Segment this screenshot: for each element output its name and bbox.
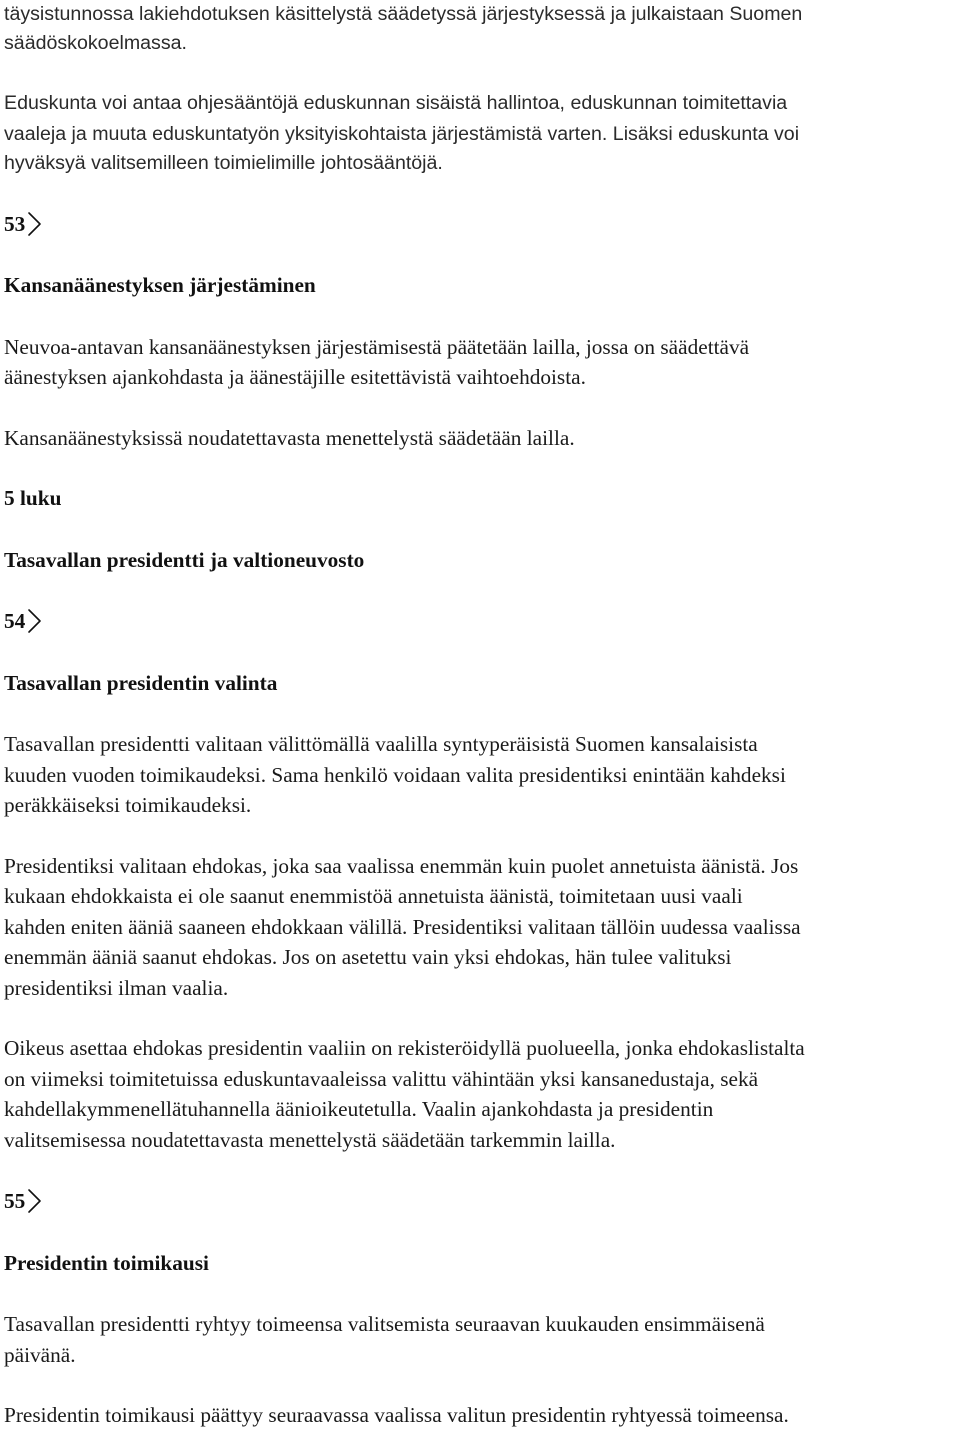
text-line: on viimeksi toimitetuissa eduskuntavaaleissa valittu vähintään yksi kansanedustaja, sekä	[4, 1066, 759, 1091]
chapter-number: 5 luku	[4, 486, 62, 510]
section-55-paragraph-1	[4, 1309, 956, 1370]
section-title-55: Presidentin toimikausi	[4, 1250, 209, 1275]
section-number-55	[4, 1186, 956, 1217]
text-line: Neuvoa-antavan kansanäänestyksen järjestämisestä päätetään lailla, jossa on säädettävä	[4, 334, 750, 359]
text-line: kukaan ehdokkaista ei ole saanut enemmistöä annetuista äänistä, toimitetaan uusi vaali	[4, 884, 743, 908]
section-title-53: Kansanäänestyksen järjestäminen	[4, 273, 316, 297]
text-line: Eduskunta voi antaa ohjesääntöjä eduskunnan sisäistä hallintoa, eduskunnan toimitettavia	[4, 92, 788, 114]
text-line: enemmän ääniä saanut ehdokas. Jos on asetettu vain yksi ehdokas, hän tulee valituksi	[4, 945, 732, 969]
section-53-paragraph-2: Kansanäänestyksissä noudatettavasta menettelystä säädetään lailla.	[4, 425, 575, 450]
text-line: päivänä.	[4, 1342, 76, 1367]
section-number-text: 54	[4, 609, 26, 633]
section-number-text: 55	[4, 1189, 26, 1213]
intro-paragraph-1	[4, 0, 956, 58]
text-span: vaaleja ja muuta eduskuntatyön yksityiskohtaista järjestämistä varten.	[4, 122, 608, 145]
text-line: kahdellakymmenellätuhannella äänioikeutetulla. Vaalin ajankohdasta ja presidentin	[4, 1097, 714, 1121]
text-line: säädöskokoelmassa.	[4, 32, 187, 54]
text-line: äänestyksen ajankohdasta ja äänestäjille esitettävistä vaihtoehdoista.	[4, 365, 586, 389]
text-line: Tasavallan presidentti valitaan välittömällä vaalilla syntyperäisistä Suomen kansalaisista	[4, 732, 758, 756]
text-line: kahden eniten ääniä saaneen ehdokkaan välillä. Presidentiksi valitaan tällöin uudessa vaalissa	[4, 914, 801, 939]
text-line: kuuden vuoden toimikaudeksi. Sama henkilö voidaan valita presidentiksi enintään kahdeksi	[4, 762, 786, 787]
text-line: peräkkäiseksi toimikaudeksi.	[4, 793, 252, 817]
section-54-paragraph-2	[4, 851, 956, 1004]
text-line: hyväksyä valitsemilleen toimielimille johtosääntöjä.	[4, 152, 443, 174]
section-54-paragraph-3	[4, 1033, 956, 1155]
text-line: Oikeus asettaa ehdokas presidentin vaaliin on rekisteröidyllä puolueella, jonka ehdokaslistalta	[4, 1036, 805, 1060]
text-line	[4, 119, 956, 150]
document-page	[4, 0, 956, 1431]
section-title-54: Tasavallan presidentin valinta	[4, 670, 278, 695]
text-span: Lisäksi eduskunta voi	[607, 122, 800, 145]
text-line: valitsemisessa noudatettavasta menettelystä säädetään tarkemmin lailla.	[4, 1127, 616, 1152]
section-54-paragraph-1	[4, 729, 956, 821]
section-number-text: 53	[4, 211, 26, 236]
section-number-53	[4, 209, 956, 240]
section-number-54	[4, 606, 956, 637]
chapter-title: Tasavallan presidentti ja valtioneuvosto	[4, 547, 365, 572]
section-sign-icon	[27, 1187, 43, 1215]
section-53-paragraph-1	[4, 332, 956, 393]
intro-paragraph-2	[4, 89, 956, 179]
text-line: presidentiksi ilman vaalia.	[4, 975, 229, 1000]
text-line: Tasavallan presidentti ryhtyy toimeensa valitsemista seuraavan kuukauden ensimmäisenä	[4, 1312, 765, 1336]
section-55-paragraph-2: Presidentin toimikausi päättyy seuraavassa vaalissa valitun presidentin ryhtyessä toimeensa.	[4, 1403, 789, 1427]
text-line: täysistunnossa lakiehdotuksen käsittelystä säädetyssä järjestyksessä ja julkaistaan Suomen	[4, 3, 803, 25]
text-line: Presidentiksi valitaan ehdokas, joka saa vaalissa enemmän kuin puolet annetuista äänistä. Jos	[4, 853, 799, 878]
section-sign-icon	[27, 607, 43, 635]
section-sign-icon	[27, 210, 43, 238]
